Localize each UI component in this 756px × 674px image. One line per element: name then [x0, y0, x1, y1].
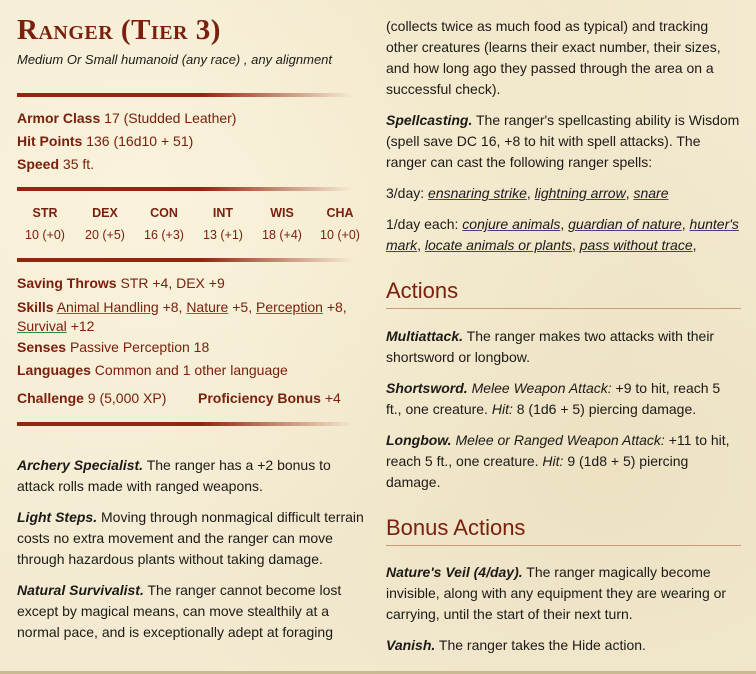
senses-value: Passive Perception 18	[69, 339, 210, 355]
bonus-natures-veil	[386, 562, 731, 625]
spell-link[interactable]: lightning arrow	[534, 185, 626, 201]
bonus-text: The ranger magically become invisible, along with any equipment they are wearing or carrying, until the start of their next turn.	[386, 564, 727, 622]
ability-value: 20 (+5)	[85, 228, 125, 242]
divider	[17, 93, 353, 97]
skill-link[interactable]: Perception	[255, 299, 323, 315]
action-text: The ranger makes two attacks with their shortsword or longbow.	[386, 328, 715, 365]
trait-name: Light Steps.	[17, 509, 98, 525]
divider	[17, 187, 353, 191]
hit-points-value: 136 (16d10 + 51)	[86, 133, 194, 149]
trait-light-steps	[17, 507, 369, 570]
monster-name: Ranger (Tier 3)	[17, 14, 221, 46]
skill-link[interactable]: Nature	[186, 299, 229, 315]
spells-1-per-day: 1/day each: conjure animals, guardian of nature, hunter's mark, locate animals or plants, pass without trace,	[386, 216, 739, 253]
saving-throws-label: Saving Throws	[17, 275, 117, 291]
action-name: Multiattack.	[386, 328, 464, 344]
trait-name: Archery Specialist.	[17, 457, 144, 473]
ability-cha	[312, 206, 368, 242]
trait-text: Moving through nonmagical difficult terrain costs no extra movement and the ranger can move through hazardous plants without taking damage.	[17, 509, 364, 567]
spells-1-label: 1/day each:	[386, 216, 459, 232]
trait-text: The ranger has a +2 bonus to attack rolls made with ranged weapons.	[17, 457, 331, 494]
spell-link[interactable]: ensnaring strike	[428, 185, 527, 201]
action-name: Shortsword.	[386, 380, 468, 396]
saving-throws-value: STR +4, DEX +9	[120, 275, 225, 291]
divider	[17, 422, 353, 426]
bonus-name: Nature's Veil (4/day).	[386, 564, 523, 580]
ability-value: 10 (+0)	[320, 228, 360, 242]
speed	[17, 156, 94, 172]
action-name: Longbow.	[386, 432, 452, 448]
trait-natural-survivalist	[17, 580, 357, 643]
senses-label: Senses	[17, 339, 67, 355]
languages-label: Languages	[17, 362, 91, 378]
challenge-value: 9 (5,000 XP)	[87, 390, 167, 406]
hit-label: Hit:	[542, 453, 564, 469]
ability-str	[17, 206, 73, 242]
skill-bonus: +8	[162, 299, 179, 315]
speed-label: Speed	[17, 156, 60, 172]
proficiency-bonus	[198, 390, 341, 406]
spell-link[interactable]: conjure animals	[462, 216, 561, 232]
skill-link[interactable]: Survival	[17, 318, 67, 334]
ability-name: INT	[212, 206, 234, 220]
skills: Skills Animal Handling +8, Nature +5, Perception +8, Survival +12	[17, 299, 347, 334]
ability-con	[136, 206, 192, 242]
skills-label: Skills	[17, 299, 54, 315]
hit-points-label: Hit Points	[17, 133, 83, 149]
spellcasting-text: The ranger's spellcasting ability is Wisdom (spell save DC 16, +8 to hit with spell attacks). The ranger can cast the following ranger spells:	[386, 112, 740, 170]
ability-name: DEX	[92, 206, 118, 220]
bonus-text: The ranger takes the Hide action.	[438, 637, 646, 653]
attack-type: Melee or Ranged Weapon Attack:	[455, 432, 665, 448]
ability-wis	[254, 206, 310, 242]
skill-bonus: +12	[70, 318, 95, 334]
spell-link[interactable]: guardian of nature	[568, 216, 682, 232]
saving-throws	[17, 275, 225, 291]
ability-name: CHA	[326, 206, 354, 220]
proficiency-label: Proficiency Bonus	[198, 390, 321, 406]
trait-text: The ranger cannot become lost except by magical means, can move stealthily at a normal pace, and is exceptionally adept at foraging	[17, 582, 342, 640]
ability-int	[195, 206, 251, 242]
speed-value: 35 ft.	[62, 156, 95, 172]
ability-dex	[77, 206, 133, 242]
languages	[17, 362, 288, 378]
bonus-actions-header: Bonus Actions	[386, 515, 741, 546]
attack-to-hit: +9 to hit, reach 5 ft., one creature.	[386, 380, 721, 417]
spellcasting-name: Spellcasting.	[386, 112, 473, 128]
attack-to-hit: +11 to hit, reach 5 ft., one creature.	[386, 432, 730, 469]
bonus-name: Vanish.	[386, 637, 436, 653]
spell-link[interactable]: pass without trace	[579, 237, 693, 253]
senses	[17, 339, 209, 355]
trait-continued: (collects twice as much food as typical) and tracking other creatures (learns their exact number, their sizes, and how long ago they passed through the area on a successful check).	[386, 18, 721, 97]
skill-bonus: +8	[326, 299, 343, 315]
ability-value: 10 (+0)	[25, 228, 65, 242]
divider	[17, 258, 353, 262]
spell-link[interactable]: locate animals or plants	[424, 237, 572, 253]
hit-label: Hit:	[491, 401, 513, 417]
challenge	[17, 390, 166, 406]
action-multiattack	[386, 326, 726, 368]
hit-points	[17, 133, 193, 149]
ability-name: CON	[150, 206, 178, 220]
trait-name: Natural Survivalist.	[17, 582, 144, 598]
actions-header: Actions	[386, 278, 741, 309]
monster-type: Medium Or Small humanoid (any race) , any alignment	[17, 52, 333, 67]
ability-value: 13 (+1)	[203, 228, 243, 242]
languages-value: Common and 1 other language	[94, 362, 288, 378]
action-shortsword	[386, 378, 731, 420]
ability-value: 18 (+4)	[262, 228, 302, 242]
trait-archery-specialist	[17, 455, 362, 497]
action-longbow	[386, 430, 731, 493]
bonus-vanish	[386, 635, 731, 656]
spellcasting	[386, 110, 741, 173]
armor-class-value: 17 (Studded Leather)	[104, 110, 237, 126]
hit-damage: 9 (1d8 + 5) piercing damage.	[386, 453, 689, 490]
proficiency-value: +4	[324, 390, 341, 406]
attack-type: Melee Weapon Attack:	[471, 380, 612, 396]
armor-class-label: Armor Class	[17, 110, 101, 126]
spell-link[interactable]: hunter's mark	[386, 216, 739, 253]
ability-value: 16 (+3)	[144, 228, 184, 242]
skill-bonus: +5	[232, 299, 249, 315]
armor-class	[17, 110, 236, 126]
hit-damage: 8 (1d6 + 5) piercing damage.	[516, 401, 697, 417]
challenge-label: Challenge	[17, 390, 84, 406]
spells-3-label: 3/day:	[386, 185, 425, 201]
skill-link[interactable]: Animal Handling	[56, 299, 159, 315]
spell-link[interactable]: snare	[633, 185, 669, 201]
ability-name: WIS	[270, 206, 294, 220]
spells-3-per-day: 3/day: ensnaring strike, lightning arrow, snare	[386, 185, 669, 201]
ability-name: STR	[32, 206, 58, 220]
